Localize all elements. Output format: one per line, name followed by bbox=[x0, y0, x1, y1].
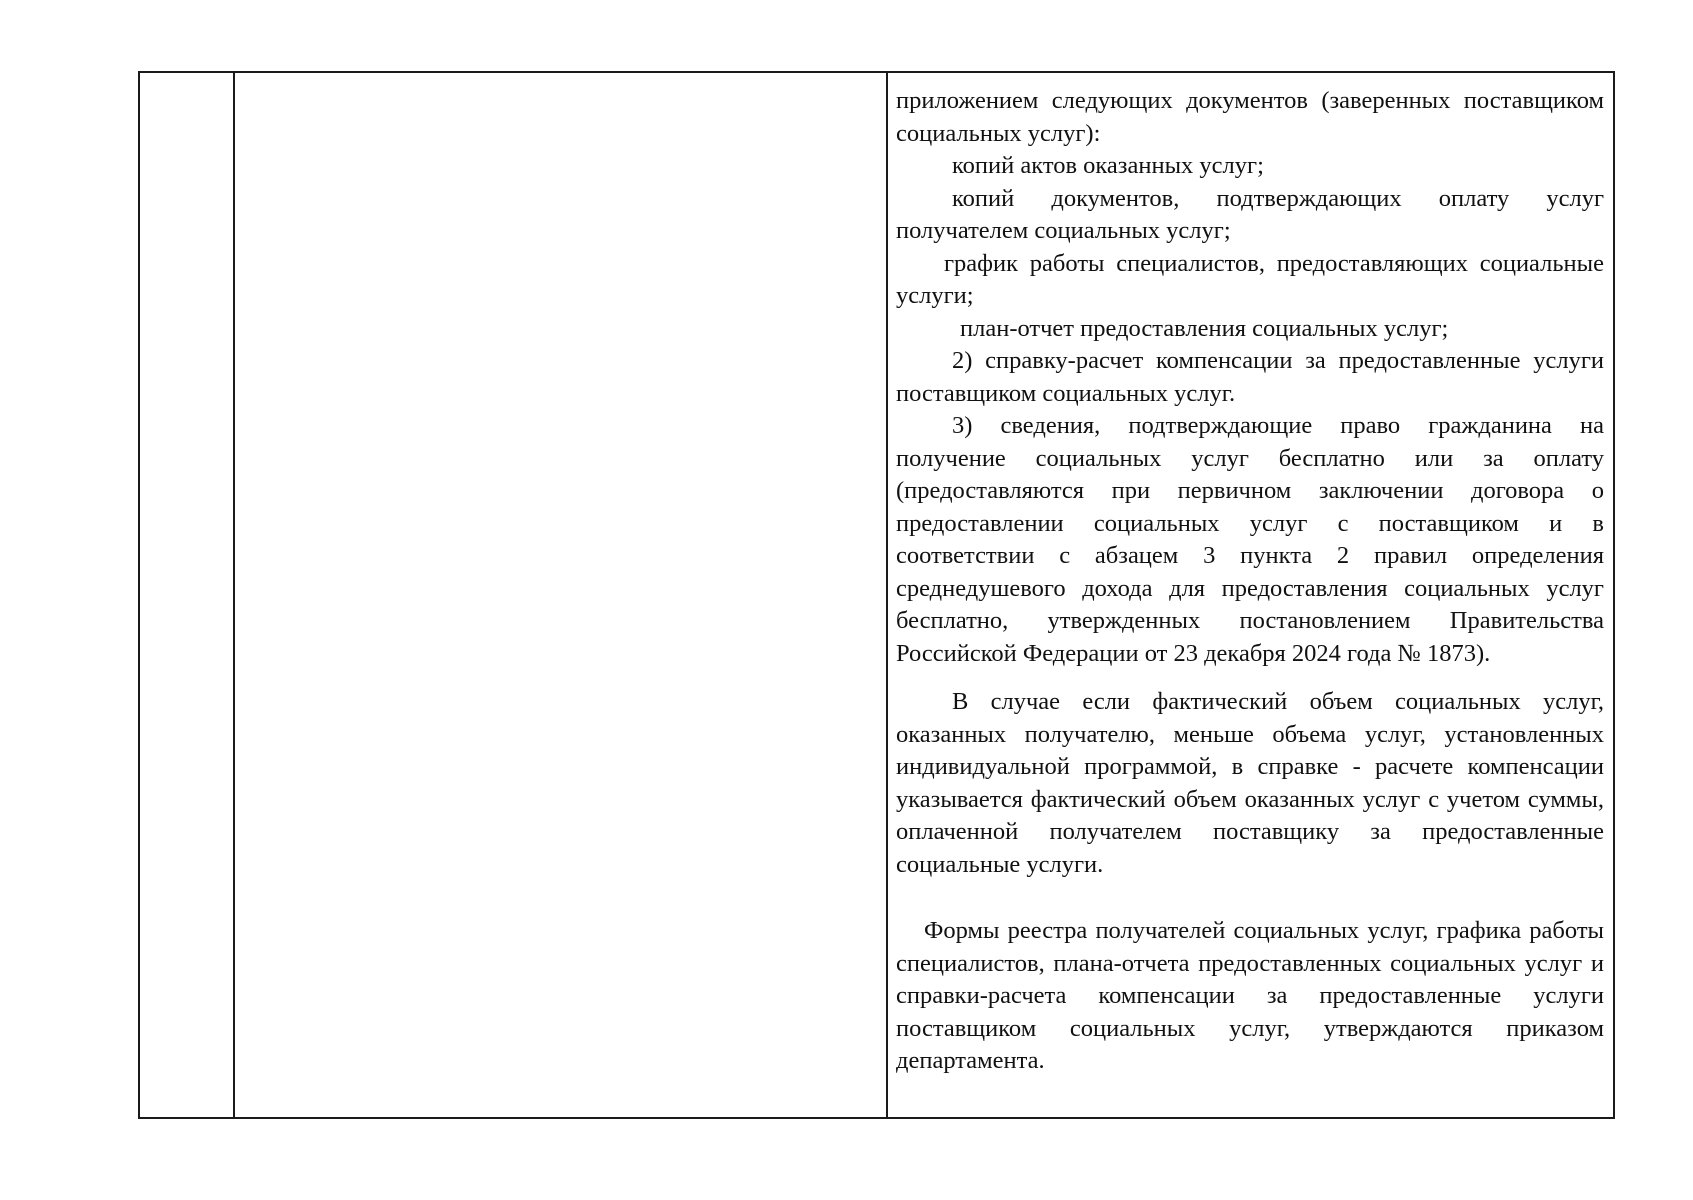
paragraph-actual-volume: В случае если фактический объем социальных услуг, оказанных получателю, меньше объема услуг, установленных индивидуальной программой, в справке - расчете компенсации указывается фактический объем оказанных услуг с учетом суммы, оплаченной получателем поставщику за предоставленные социальные услуги. bbox=[896, 688, 1604, 878]
text-cell bbox=[896, 85, 1604, 1078]
paragraph-documents-intro: приложением следующих документов (заверенных поставщиком социальных услуг): bbox=[896, 87, 1604, 147]
column-divider-2 bbox=[886, 73, 888, 1117]
paragraph-payment-copies: копий документов, подтверждающих оплату услуг получателем социальных услуг; bbox=[896, 184, 1604, 244]
paragraph-item-2: 2) справку-расчет компенсации за предоставленные услуги поставщиком социальных услуг. bbox=[896, 347, 1604, 407]
paragraph-forms: Формы реестра получателей социальных услуг, графика работы специалистов, плана-отчета предоставленных социальных услуг и справки-расчета компенсации за предоставленные услуги поставщиком социальных услуг, утверждаются приказом департамента. bbox=[896, 917, 1604, 1074]
paragraph-acts-copies: копий актов оказанных услуг; bbox=[952, 152, 1264, 179]
document-table bbox=[138, 71, 1615, 1119]
column-divider-1 bbox=[233, 73, 235, 1117]
paragraph-item-3: 3) сведения, подтверждающие право гражданина на получение социальных услуг бесплатно или за оплату (предоставляются при первичном заключении договора о предоставлении социальных услуг с поставщиком и в соответствии с абзацем 3 пункта 2 правил определения среднедушевого дохода для предоставления социальных услуг бесплатно, утвержденных постановлением Правительства Российской Федерации от 23 декабря 2024 года № 1873). bbox=[896, 412, 1604, 667]
paragraph-work-schedule: график работы специалистов, предоставляющих социальные услуги; bbox=[896, 249, 1604, 309]
paragraph-plan-report: план-отчет предоставления социальных услуг; bbox=[960, 314, 1449, 342]
